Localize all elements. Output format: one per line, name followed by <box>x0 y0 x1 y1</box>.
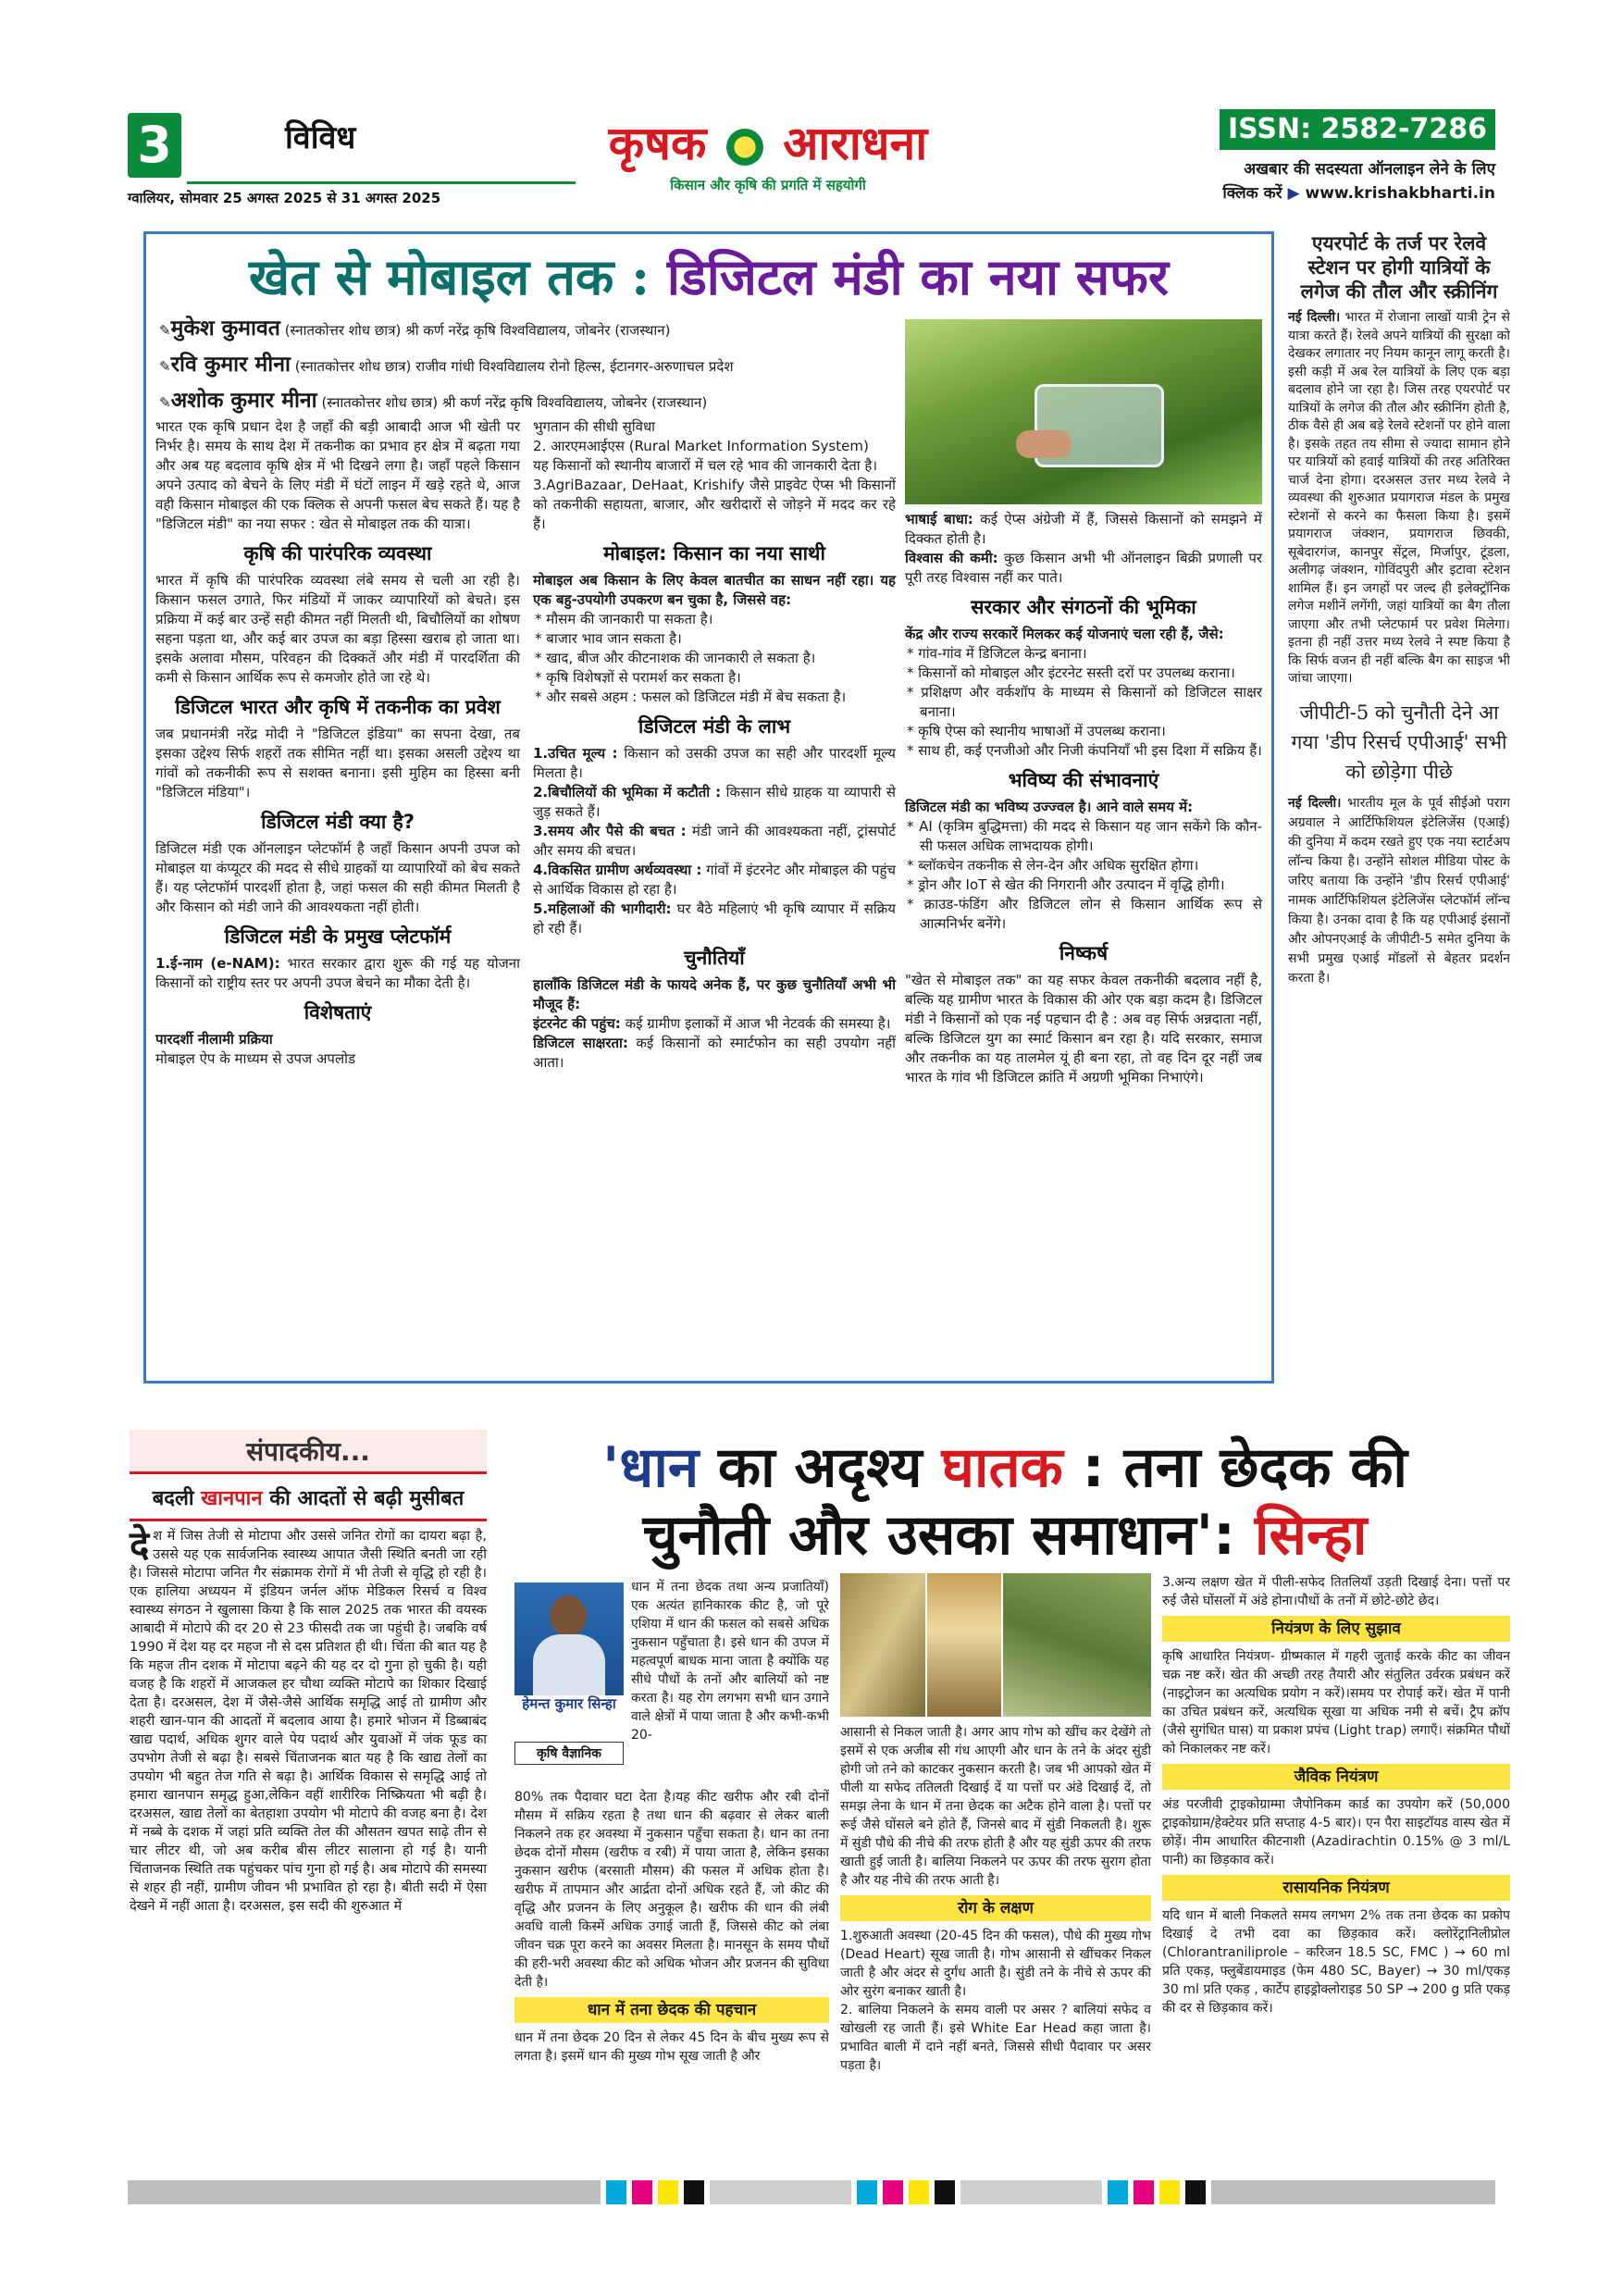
logo-left: कृषक <box>608 117 707 170</box>
editorial-title: बदली खानपान की आदतों से बढ़ी मुसीबत <box>130 1485 487 1521</box>
paddy-heading-chemical: रासायनिक नियंत्रण <box>1162 1875 1510 1901</box>
paddy-heading-control: नियंत्रण के लिए सुझाव <box>1162 1616 1510 1642</box>
main-article-title: खेत से मोबाइल तक : डिजिटल मंडी का नया सफर <box>249 247 1169 306</box>
masthead <box>574 117 962 202</box>
author-name: हेमन्त कुमार सिन्हा <box>522 1695 616 1712</box>
paddy-title-line-2: चुनौती और उसका समाधान': सिन्हा <box>642 1503 1368 1568</box>
sidebar-news <box>1288 231 1510 988</box>
author-2: ✎रवि कुमार मीना (स्नातकोत्तर शोध छात्र) राजीव गांधी विश्वविद्यालय रोनो हिल्स, ईटानगर-अरुणाचल प्रदेश <box>159 353 734 377</box>
section-underline <box>187 181 576 184</box>
author-1: ✎मुकेश कुमावत (स्नातकोत्तर शोध छात्र) श्री कर्ण नरेंद्र कृषि विश्वविद्यालय, जोबनेर (राजस्थान) <box>159 316 671 341</box>
authors <box>159 316 899 413</box>
color-strip <box>128 2180 1495 2204</box>
date-line: ग्वालियर, सोमवार 25 अगस्त 2025 से 31 अगस्त 2025 <box>128 190 441 206</box>
main-article <box>143 231 1274 1384</box>
pen-icon: ✎ <box>159 358 171 375</box>
author-photo <box>514 1582 624 1695</box>
pest-photo-4 <box>1153 1573 1155 1717</box>
logo-right: आराधना <box>783 117 928 170</box>
pest-photo-3 <box>1003 1573 1151 1717</box>
main-col-1: भारत एक कृषि प्रधान देश है जहाँ की बड़ी आबादी आज भी खेती पर निर्भर है। समय के साथ देश में तकनीक का प्रभाव हर क्षेत्र में बढ़ता गया और अब यह बदलाव कृषि क्षेत्र में भी दिखने लगा है। जहाँ पहले किसान अपने उत्पाद को बेचने के लिए मंडी में घंटों लाइन में खड़े रहते थे, आज वही किसान मोबाइल की एक क्लिक से अपनी फसल बेच सकते हैं। यह है "डिजिटल मंडी" का नया सफर : खेत से मोबाइल तक की यात्रा। कृषि की पारंपरिक व्यवस्था भारत में कृषि की पारंपरिक व्यवस्था लंबे समय से चली आ रही है। किसान फसल उगाते, फिर मंडियों में जाकर व्यापारियों को बेचते। इस प्रक्रिया में कई बार उन्हें सही कीमत नहीं मिलती थी, बिचौलियों का शोषण सहना पड़ता था, और कई बार उपज का बड़ा हिस्सा खराब हो जाता था। इसके अलावा मौसम, परिवहन की दिक्कतें और मंडी में पारदर्शिता की कमी से किसान आर्थिक रूप से कमजोर होते जा रहे थे। डिजिटल भारत और कृषि में तकनीक का प्रवेश जब प्रधानमंत्री नरेंद्र मोदी ने "डिजिटल इंडिया" का सपना देखा, तब इसका उद्देश्य सिर्फ शहरों तक सीमित नहीं था। इसका असली उद्देश्य था गांवों को तकनीकी रूप से सशक्त बनाना। इसी मुहिम का हिस्सा बनी "डिजिटल मंडिया"। डिजिटल मंडी क्या है? डिजिटल मंडी एक ऑनलाइन प्लेटफॉर्म है जहाँ किसान अपनी उपज को मोबाइल या कंप्यूटर की मदद से सीधे ग्राहकों या व्यापारियों को बेच सकते हैं। यह प्लेटफॉर्म पारदर्शी होता है, जहां फसल की सही कीमत मिलती है और किसान को मंडी जाने की आवश्यकता नहीं होती। डिजिटल मंडी के प्रमुख प्लेटफॉर्म 1.ई-नाम (e-NAM): भारत सरकार द्वारा शुरू की गई यह योजना किसानों को राष्ट्रीय स्तर पर अपनी उपज बेचने का मौका देती है। विशेषताएं पारदर्शी नीलामी प्रक्रिया मोबाइल ऐप के माध्यम से उपज अपलोड <box>155 418 520 1067</box>
author-role: कृषि वैज्ञानिक <box>514 1742 624 1765</box>
main-col-3: भाषाई बाधा: कई ऐप्स अंग्रेजी में हैं, जिससे किसानों को समझने में दिक्कत होती है। विश्वास की कमी: कुछ किसान अभी भी ऑनलाइन बिक्री प्रणाली पर पूरी तरह विश्वास नहीं कर पाते। सरकार और संगठनों की भूमिका केंद्र और राज्य सरकारें मिलकर कई योजनाएं चला रही हैं, जैसे: * गांव-गांव में डिजिटल केन्द्र बनाना। * किसानों को मोबाइल और इंटरनेट सस्ती दरों पर उपलब्ध कराना। * प्रशिक्षण और वर्कशॉप के माध्यम से किसानों को डिजिटल साक्षर बनाना। * कृषि ऐप्स को स्थानीय भाषाओं में उपलब्ध कराना। * साथ ही, कई एनजीओ और निजी कंपनियाँ भी इस दिशा में सक्रिय हैं। भविष्य की संभावनाएं डिजिटल मंडी का भविष्य उज्ज्वल है। आने वाले समय में: * AI (कृत्रिम बुद्धिमत्ता) की मदद से किसान यह जान सकेंगे कि कौन-सी फसल अधिक लाभदायक होगी। * ब्लॉकचेन तकनीक से लेन-देन और अधिक सुरक्षित होगा। * ड्रोन और IoT से खेत की निगरानी और उत्पादन में वृद्धि होगी। * क्राउड-फंडिंग और डिजिटल लोन से किसान आर्थिक रूप से आत्मनिर्भर बनेंगे। निष्कर्ष "खेत से मोबाइल तक" का यह सफर केवल तकनीकी बदलाव नहीं है, बल्कि यह ग्रामीण भारत के विकास की ओर एक बड़ा कदम है। डिजिटल मंडी ने किसानों को एक नई पहचान दी है : अब वह सिर्फ अन्नदाता नहीं, बल्कि डिजिटल युग का स्मार्ट किसान बन रहा है। यदि सरकार, समाज और तकनीक का यह तालमेल यूं ही बना रहा, तो वह दिन दूर नहीं जब भारत के गांव भी डिजिटल क्रांति में अग्रणी भूमिका निभाएंगे। <box>905 511 1262 1086</box>
editorial-dropcap: दे <box>130 1524 150 1567</box>
paddy-col-1: 80% तक पैदावार घटा देता है।यह कीट खरीफ और रबी दोनों मौसम में सक्रिय रहता है तथा धान की बढ़वार से लेकर बाली निकलने तक हर अवस्था में नुकसान पहुँचा सकता है। धान का तना छेदक दोनों मौसम (खरीफ व रबी) में पाया जाता है, लेकिन इसका नुकसान खरीफ (बरसाती मौसम) की फसल में अधिक होता है। खरीफ में तापमान और आर्द्रता दोनों अधिक रहते हैं, जो कीट की वृद्धि और प्रजनन के लिए अनुकूल है। खरीफ की धान की लंबी अवधि वाली किस्में अधिक उगाई जाती हैं, जिससे कीट को लंबा जीवन चक्र पूरा करने का अवसर मिलता है। मानसून के समय पौधों की हरी-भरी अवस्था कीट को अधिक भोजन और प्रजनन की सुविधा देती है। धान में तना छेदक की पहचान धान में तना छेदक 20 दिन से लेकर 45 दिन के बीच मुख्य रूप से लगता है। इसमें धान की मुख्य गोभ सूख जाती है और <box>514 1790 829 2064</box>
paddy-title-line-1: 'धान का अदृश्य घातक : तना छेदक की <box>602 1435 1407 1500</box>
editorial <box>130 1430 487 1916</box>
paddy-heading-symptoms: रोग के लक्षण <box>840 1895 1151 1921</box>
farmer-tablet-photo <box>905 319 1262 504</box>
issn: ISSN: 2582-7286 <box>1227 113 1488 145</box>
pest-photo-1 <box>840 1573 925 1717</box>
paddy-article <box>500 1434 1510 1570</box>
author-3: ✎अशोक कुमार मीना (स्नातकोत्तर शोध छात्र) श्री कर्ण नरेंद्र कृषि विश्वविद्यालय, जोबनेर (राजस्थान) <box>159 389 708 413</box>
website-link[interactable]: www.krishakbharti.in <box>1305 184 1495 203</box>
website-row <box>1146 181 1495 203</box>
pen-icon: ✎ <box>159 394 171 411</box>
paddy-col-3: 3.अन्य लक्षण खेत में पीली-सफेद तितलियाँ उड़ती दिखाई देना। पत्तों पर रुई जैसे घोंसलों में अंडे होना।पौधों के तनों में छोटे-छोटे छेद। नियंत्रण के लिए सुझाव कृषि आधारित नियंत्रण- ग्रीष्मकाल में गहरी जुताई करके कीट का जीवन चक्र नष्ट करें। खेत की अच्छी तरह तैयारी और संतुलित उर्वरक प्रबंधन करें (नाइट्रोजन का अत्यधिक प्रयोग न करें)।समय पर रोपाई करें। खेत में पानी का उचित प्रबंधन करें, अत्यधिक सूखा या अधिक नमी से बचें। ट्रैप क्रॉप (जैसे सुगंधित घास) या प्रकाश प्रपंच (Light trap) लगाएँ। संक्रमित पौधों को निकालकर नष्ट करें। जैविक नियंत्रण अंड परजीवी ट्राइकोग्राम्मा जैपोनिकम कार्ड का उपयोग करें (50,000 ट्राइकोग्राम/हेक्टेयर प्रति सप्ताह 4-5 बार)। एन पैरा साइटॉयड वास्प खेत में छोड़ें। नीम आधारित कीटनाशी (Azadirachtin 0.15% @ 3 ml/L पानी) का छिड़काव करें। रासायनिक नियंत्रण यदि धान में बाली निकलते समय लगभग 2% तक तना छेदक का प्रकोप दिखाई दे तभी दवा का छिड़काव करें। क्लोरेंट्रानिलीप्रोल (Chlorantraniliprole – करिजन 18.5 SC, FMC ) → 60 ml प्रति एकड़, फ्लुबेंडायमाइड (फेम 480 SC, Bayer) → 30 ml/एकड़ 30 ml प्रति एकड़ , कार्टेप हाइड्रोक्लोराइड 50 SP → 200 g प्रति एकड़ की दर से छिड़काव करें। <box>1162 1575 1510 2016</box>
pen-icon: ✎ <box>159 322 171 339</box>
masthead-tagline: किसान और कृषि की प्रगति में सहयोगी <box>670 177 866 193</box>
pest-photo-2 <box>927 1573 1001 1717</box>
editorial-label-box: संपादकीय... <box>130 1430 487 1474</box>
sidebar-dateline-2: नई दिल्ली। <box>1288 795 1342 811</box>
section-name: विविध <box>285 119 356 156</box>
paddy-heading-identification: धान में तना छेदक की पहचान <box>514 1997 829 2023</box>
click-text: क्लिक करें <box>1222 184 1282 203</box>
membership-text: अखबार की सदस्यता ऑनलाइन लेने के लिए <box>1244 160 1495 179</box>
page-number: 3 <box>137 116 172 174</box>
editorial-text: श में जिस तेजी से मोटापा और उससे जनित रोगों का दायरा बढ़ा है, उससे यह एक सार्वजनिक स्वास्थ्य आपात जैसी स्थिति बनती जा रही है। जिससे मोटापा जनित गैर संक्रामक रोगों में भी तेजी से वृद्धि हो रही है। एक हालिया अध्ययन में इंडियन जर्नल ऑफ मेडिकल रिसर्च व विश्व स्वास्थ्य संगठन ने खुलासा किया है कि साल 2025 तक भारत की वयस्क आबादी में मोटापे की दर 20 से 23 फीसदी तक जा पहुंची है। जबकि वर्ष 1990 में देश यह दर महज नौ से दस प्रतिशत ही थी। चिंता की बात यह है कि महज तीन दशक में मोटापा बढ़ने की यह दर दो गुना हो चुकी है। यही वजह है कि शहरों में आजकल हर चौथा व्यक्ति मोटापे का शिकार दिखाई देता है। दरअसल, देश में जैसे-जैसे आर्थिक समृद्धि आई तो ग्रामीण और शहरी खान-पान की आदतों में बदलाव आया है। हमारे भोजन में डिब्बाबंद खाद्य पदार्थ, अधिक शुगर वाले पेय पदार्थ और युवाओं में जंक फूड का उपभोग तेजी से बढ़ा है। सबसे चिंताजनक बात यह है कि खाद्य तेलों का उपयोग भी बहुत तेज गति से बढ़ा है। आर्थिक विकास से समृद्धि आई तो हमारा खानपान समृद्ध हुआ,लेकिन वहीं शारीरिक निष्क्रियता भी बढ़ी है। दरअसल, खाद्य तेलों का बेतहाशा उपयोग भी मोटापे की वजह बना है। देश में नब्बे के दशक में जहां प्रति व्यक्ति तेल की औसतन खपत साढ़े तीन से चार लीटर थी, जो अब करीब बीस लीटर सालाना हो गई है। यानी चिंताजनक स्थिति तक पहुंचकर पांच गुना हो गई है। अब मोटापे की समस्या से शहर ही नहीं, ग्रामीण जीवन भी प्रभावित हो रहा है। बीती सदी में ऐसा देखने में नहीं आता है। दरअसल, इस सदी की शुरुआत में <box>130 1529 487 1914</box>
logo-emblem-icon <box>726 129 763 166</box>
sidebar-dateline-1: नई दिल्ली। <box>1288 310 1341 325</box>
main-col-2: भुगतान की सीधी सुविधा 2. आरएमआईएस (Rural Market Information System) यह किसानों को स्थानीय बाजारों में चल रहे भाव की जानकारी देता है। 3.AgriBazaar, DeHaat, Krishify जैसे प्राइवेट ऐप्स भी किसानों को तकनीकी सहायता, बाजार, और खरीदारों से जोड़ने में मदद कर रहे हैं। मोबाइल: किसान का नया साथी मोबाइल अब किसान के लिए केवल बातचीत का साधन नहीं रहा। यह एक बहु-उपयोगी उपकरण बन चुका है, जिससे वह: * मौसम की जानकारी पा सकता है। * बाजार भाव जान सकता है। * खाद, बीज और कीटनाशक की जानकारी ले सकता है। * कृषि विशेषज्ञों से परामर्श कर सकता है। * और सबसे अहम : फसल को डिजिटल मंडी में बेच सकता है। डिजिटल मंडी के लाभ 1.उचित मूल्य : किसान को उसकी उपज का सही और पारदर्शी मूल्य मिलता है। 2.बिचौलियों की भूमिका में कटौती : किसान सीधे ग्राहक या व्यापारी से जुड़ सकते हैं। 3.समय और पैसे की बचत : मंडी जाने की आवश्यकता नहीं, ट्रांसपोर्ट और समय की बचत। 4.विकसित ग्रामीण अर्थव्यवस्था : गांवों में इंटरनेट और मोबाइल की पहुंच से आर्थिक विकास हो रहा है। 5.महिलाओं की भागीदारी: घर बैठे महिलाएं भी कृषि व्यापार में सक्रिय हो रही हैं। चुनौतियाँ हालाँकि डिजिटल मंडी के फायदे अनेक हैं, पर कुछ चुनौतियाँ अभी भी मौजूद हैं: इंटरनेट की पहुंच: कई ग्रामीण इलाकों में आज भी नेटवर्क की समस्या है। डिजिटल साक्षरता: कई किसानों को स्मार्टफोन का सही उपयोग नहीं आता। <box>533 418 897 1071</box>
sidebar-text-1: भारत में रोजाना लाखों यात्री ट्रेन से यात्रा करते हैं। रेलवे अपने यात्रियों की सुरक्षा को देखकर लगातार नए नियम कानून लागू करती है। इसी कड़ी में अब रेल यात्रियों के लिए एक बड़ा बदलाव होने जा रहा है। जिस तरह एयरपोर्ट पर यात्रियों के लगेज की तौल और स्क्रीनिंग होती है, ठीक वैसे ही अब बड़े रेलवे स्टेशनों पर होने वाला है। इसके तहत तय सीमा से ज्यादा सामान होने पर यात्रियों को हवाई यात्रियों की तरह अतिरिक्त चार्ज देना होगा। दरअसल उत्तर मध्य रेलवे ने व्यवस्था की शुरुआत प्रयागराज मंडल के प्रमुख स्टेशनों से करने का फैसला किया है। इसमें प्रयागराज जंक्शन, प्रयागराज छिवकी, सूबेदारगंज, कानपुर सेंट्रल, मिर्जापुर, टूंडला, अलीगढ़ जंक्शन, गोविंदपुरी और इटावा स्टेशन शामिल हैं। इन जगहों पर जल्द ही इलेक्ट्रॉनिक लगेज मशीनें लगेंगी, जहां यात्रियों का बैग तौला जाएगा और तभी प्लेटफार्म पर प्रवेश मिलेगा। इतना ही नहीं उत्तर मध्य रेलवे ने स्पष्ट किया है कि सिर्फ वजन ही नहीं बल्कि बैग का साइज भी जांचा जाएगा। <box>1288 310 1510 686</box>
paddy-col-1-top: धान में तना छेदक तथा अन्य प्रजातियाँ) एक अत्यंत हानिकारक कीट है, जो पूरे एशिया में धान की फसल को सबसे अधिक नुकसान पहुँचाता है। इसे धान की उपज में महत्वपूर्ण बाधक माना जाता है क्योंकि यह सीधे पौधों के तनों और बालियों को नष्ट करता है। यह रोग लगभग सभी धान उगाने वाले क्षेत्रों में पाया जाता है और कभी-कभी 20- <box>631 1580 829 1743</box>
sidebar-headline-1: एयरपोर्ट के तर्ज पर रेलवे स्टेशन पर होगी यात्रियों के लगेज की तौल और स्क्रीनिंग <box>1300 231 1498 303</box>
paddy-heading-bio: जैविक नियंत्रण <box>1162 1764 1510 1790</box>
sidebar-text-2: भारतीय मूल के पूर्व सीईओ पराग अग्रवाल ने आर्टिफिशियल इंटेलिजेंस (एआई) की दुनिया में कदम रखते हुए एक नया स्टार्टअप लॉन्च किया है। उन्होंने सोशल मीडिया पोस्ट के जरिए बताया कि उन्होंने 'डीप रिसर्च एपीआई' नामक आर्टिफिशियल इंटेलिजेंस प्लेटफॉर्म लॉन्च किया है। उनका दावा है कि यह एपीआई इंसानों और ओपनएआई के जीपीटी-5 समेत दुनिया के सभी प्रमुख एआई मॉडलों से बेहतर प्रदर्शन करता है। <box>1288 795 1510 986</box>
page-number-box <box>128 113 181 178</box>
page-header <box>128 109 1495 209</box>
mouse-icon: ▶ <box>1287 184 1300 203</box>
paddy-col-2: आसानी से निकल जाती है। अगर आप गोभ को खींच कर देखेंगे तो इसमें से एक अजीब सी गंध आएगी और धान के तने के अंदर सुंडी होगी जो तने को काटकर नुकसान करती है। जब भी आपको खेत में पीली या सफेद ततिलती दिखाई दें या पत्तों पर अंडे दिखाई दें, तो समझ लेना के धान में तना छेदक का अटैक होने वाला है। पत्तों पर रूई जैसे घोंसले बने होते हैं, जिनसे बाद में सुंडी निकलती है। शुरू में सुंडी पौधे की नीचे की तरफ होती है और यह सुंडी ऊपर की तरफ खाती हुई जाती है। बालिया निकलने पर ऊपर की तरफ सुराग होता है और यह नीचे की तरफ आती है। रोग के लक्षण 1.शुरुआती अवस्था (20-45 दिन की फसल), पौधे की मुख्य गोभ (Dead Heart) सूख जाती है। गोभ आसानी से खींचकर निकल जाती है और अंदर से दुर्गंध आती है। सुंडी तने के नीचे से ऊपर की ओर सुरंग बनाकर खाती है। 2. बालिया निकलने के समय वाली पर असर ? बालियां सफेद व खोखली रह जाती हैं। इसे White Ear Head कहा जाता है। प्रभावित बाली में दाने नहीं बनते, जिससे सीधी पैदावार पर असर पड़ता है। <box>840 1725 1151 2073</box>
sidebar-headline-2: जीपीटी-5 को चुनौती देने आ गया 'डीप रिसर्च एपीआई' सभी को छोड़ेगा पीछे <box>1291 701 1507 783</box>
issn-box <box>1220 109 1495 150</box>
